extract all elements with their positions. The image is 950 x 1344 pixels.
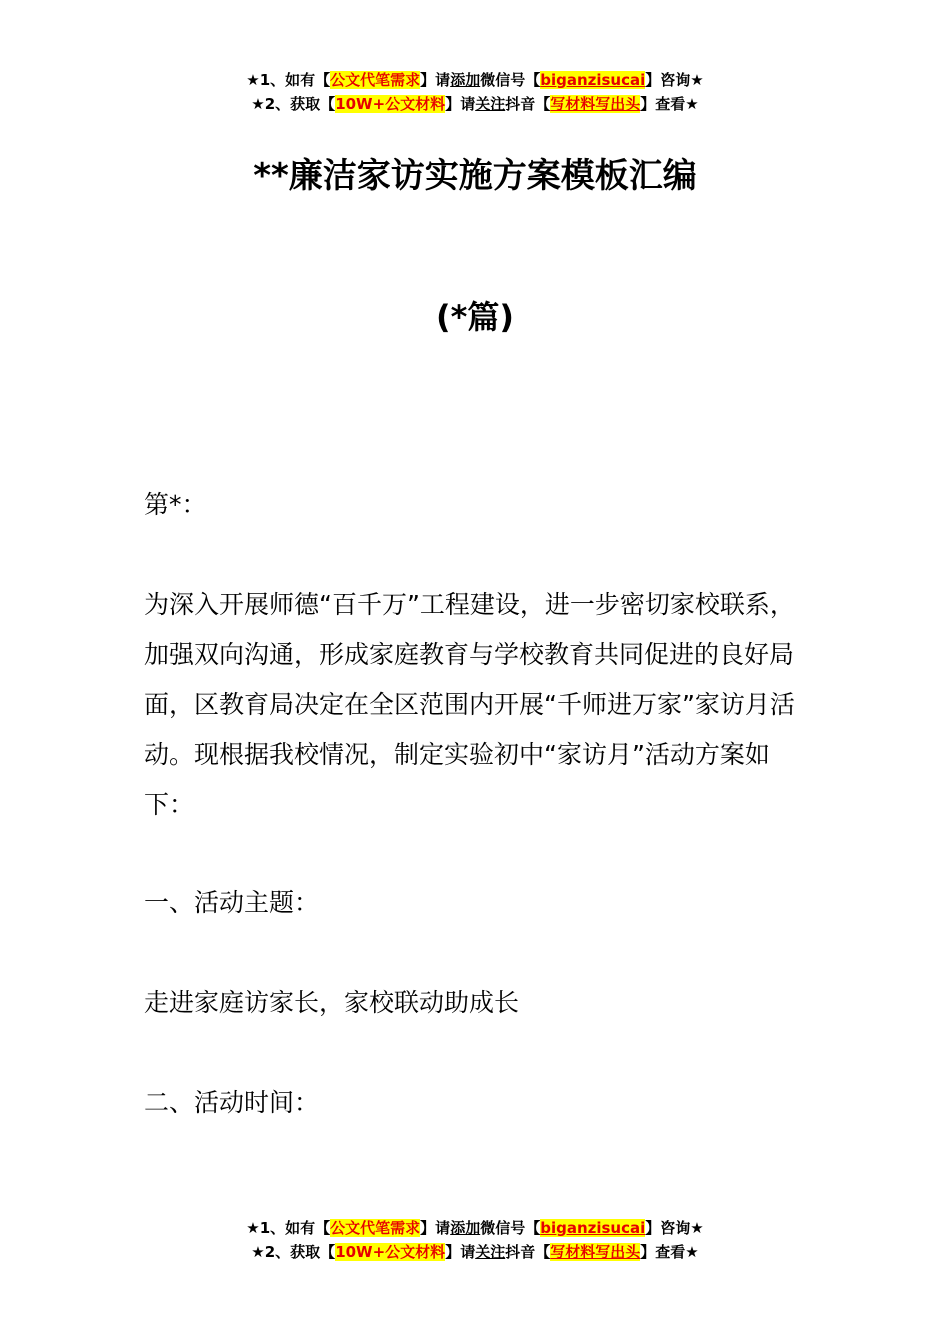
banner-text: 】请: [420, 71, 451, 89]
banner-wechat-id: biganzisucai: [540, 71, 646, 89]
banner-text: 微信号【: [480, 1219, 541, 1237]
banner-wechat-id: biganzisucai: [540, 1219, 646, 1237]
banner-underline: 关注: [475, 1243, 506, 1261]
banner-highlight: 10W+公文材料: [335, 95, 446, 113]
banner-text: ★1、如有【: [246, 1219, 331, 1237]
intro-paragraph: 为深入开展师德“百千万”工程建设，进一步密切家校联系，加强双向沟通，形成家庭教育与学校教育共同促进的良好局面，区教育局决定在全区范围内开展“千师进万家”家访月活动。现根据我校情况，制定实验初中“家访月”活动方案如下：: [144, 590, 795, 819]
banner-underline: 添加: [450, 1219, 481, 1237]
banner-text: 】请: [445, 95, 476, 113]
header-banner: [0, 68, 950, 116]
footer-banner: [0, 1216, 950, 1264]
document-title: **廉洁家访实施方案模板汇编: [253, 156, 697, 196]
banner-text: ★1、如有【: [246, 71, 331, 89]
heading-activity-theme: 一、活动主题：: [144, 888, 320, 917]
banner-text: 】咨询★: [645, 71, 704, 89]
banner-line-2: [0, 92, 950, 116]
banner-highlight: 10W+公文材料: [335, 1243, 446, 1261]
banner-text: 】咨询★: [645, 1219, 704, 1237]
banner-underline: 添加: [450, 71, 481, 89]
banner-text: 】查看★: [640, 1243, 699, 1261]
banner-line-1: [0, 1216, 950, 1240]
activity-theme-text: 走进家庭访家长，家校联动助成长: [144, 988, 520, 1017]
banner-line-1: [0, 68, 950, 92]
banner-highlight: 写材料写出头: [550, 1243, 641, 1261]
banner-text: 抖音【: [505, 1243, 551, 1261]
banner-highlight: 公文代笔需求: [330, 71, 421, 89]
banner-line-2: [0, 1240, 950, 1264]
banner-underline: 关注: [475, 95, 506, 113]
banner-highlight: 写材料写出头: [550, 95, 641, 113]
banner-text: 微信号【: [480, 71, 541, 89]
heading-activity-time: 二、活动时间：: [144, 1088, 320, 1117]
banner-text: ★2、获取【: [251, 1243, 336, 1261]
banner-text: 抖音【: [505, 95, 551, 113]
banner-highlight: 公文代笔需求: [330, 1219, 421, 1237]
banner-text: 】请: [445, 1243, 476, 1261]
banner-text: ★2、获取【: [251, 95, 336, 113]
document-subtitle: (*篇): [436, 298, 514, 336]
banner-text: 】请: [420, 1219, 451, 1237]
section-label: 第*：: [144, 490, 207, 519]
banner-text: 】查看★: [640, 95, 699, 113]
